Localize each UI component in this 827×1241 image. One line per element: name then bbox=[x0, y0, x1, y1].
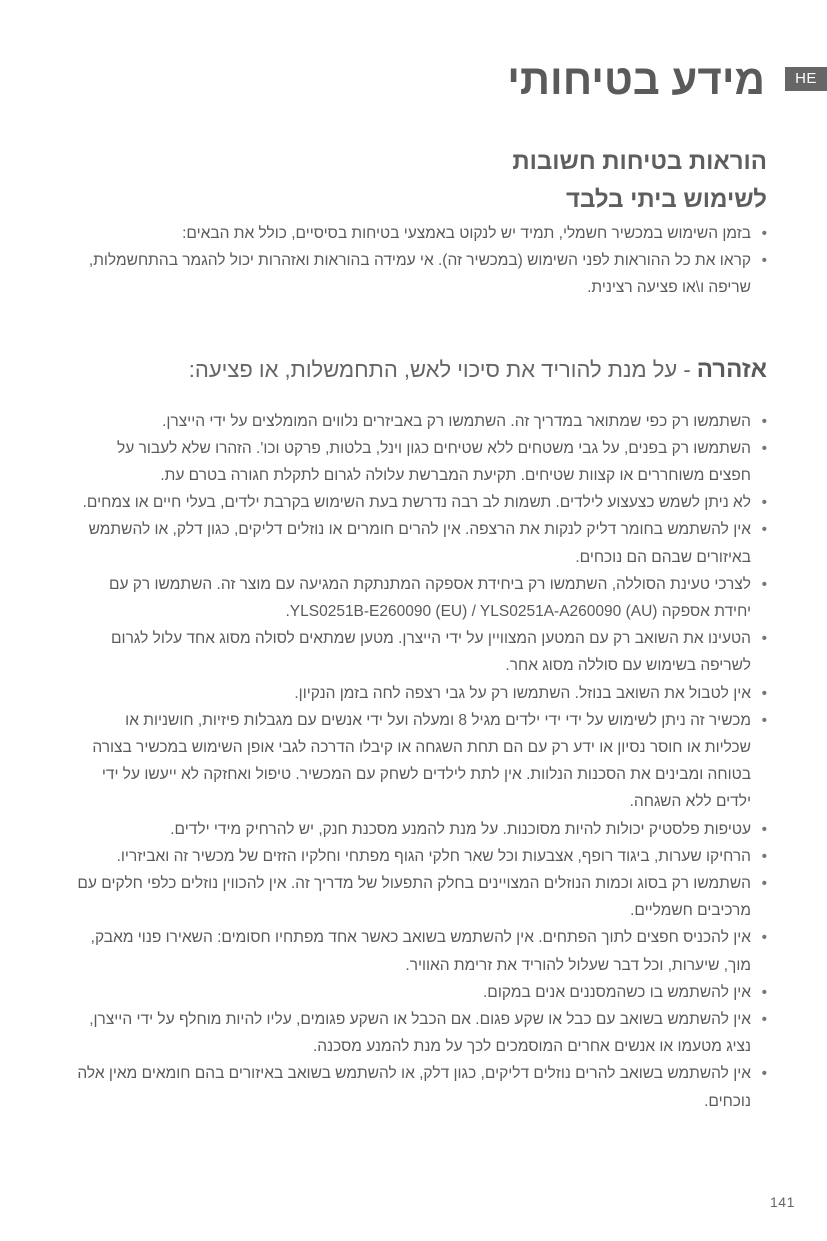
warning-text: על מנת להוריד את סיכוי לאש, התחמשלות, או פציעה: bbox=[188, 356, 678, 382]
section-heading: הוראות בטיחות חשובות bbox=[512, 148, 767, 175]
section-subheading: לשימוש ביתי בלבד bbox=[566, 186, 767, 213]
list-item: • עטיפות פלסטיק יכולות להיות מסוכנות. על מנת להמנע מסכנת חנק, יש להרחיק מידי ילדים. bbox=[77, 816, 767, 843]
list-item: • מכשיר זה ניתן לשימוש על ידי ידי ילדים מגיל 8 ומעלה ועל ידי אנשים עם מגבלות פיזיות, חושניות או שכליות או חוסר נסיון או ידע רק עם הם תחת השגחה או קיבלו הדרכה לגבי אופן השימוש במכשיר בצורה בטוחה ומבינים את הסכנות הנלוות. אין לתת לילדים לשחק עם המכשיר. טיפול ואחזקה לא ייעשו על ידי ילדים ללא השגחה. bbox=[77, 707, 767, 816]
list-item: • אין להכניס חפצים לתוך הפתחים. אין להשתמש בשואב כאשר אחד מפתחיו חסומים: השאירו פנוי מאבק, מוך, שיערות, וכל דבר שעלול להוריד את זרימת האוויר. bbox=[77, 924, 767, 978]
list-item: • קראו את כל ההוראות לפני השימוש (במכשיר זה). אי עמידה בהוראות ואזהרות יכול להגמר בהתחשמלות, שריפה ו\או פציעה רצינית. bbox=[77, 247, 767, 301]
list-item: • בזמן השימוש במכשיר חשמלי, תמיד יש לנקוט באמצעי בטיחות בסיסיים, כולל את הבאים: bbox=[77, 220, 767, 247]
list-item: • לא ניתן לשמש כצעצוע לילדים. תשמות לב רבה נדרשת בעת השימוש בקרבת ילדים, בעלי חיים או צמחים. bbox=[77, 489, 767, 516]
domestic-use-list bbox=[77, 220, 767, 302]
warnings-list bbox=[77, 408, 767, 1115]
language-badge: HE bbox=[785, 67, 827, 91]
list-item: • אין לטבול את השואב בנוזל. השתמשו רק על גבי רצפה לחה בזמן הנקיון. bbox=[77, 680, 767, 707]
warning-label: אזהרה bbox=[696, 355, 767, 383]
list-item: • הרחיקו שערות, ביגוד רופף, אצבעות וכל שאר חלקי הגוף מפתחי וחלקיו הזזים של מכשיר זה ואביזריו. bbox=[77, 843, 767, 870]
warning-separator: - bbox=[677, 356, 697, 382]
page-number: 141 bbox=[770, 1194, 795, 1210]
list-item: • אין להשתמש בחומר דליק לנקות את הרצפה. אין להרים חומרים או נוזלים דליקים, כגון דלק, או להשתמש באיזורים שבהם הם נוכחים. bbox=[77, 516, 767, 570]
list-item: • השתמשו רק בסוג וכמות הנוזלים המצויינים בחלק התפעול של מדריך זה. אין להכווין נוזלים כלפי חלקים עם מרכיבים חשמליים. bbox=[77, 870, 767, 924]
list-item: • אין להשתמש בו כשהמסננים אנים במקום. bbox=[77, 979, 767, 1006]
page-title: מידע בטיחותי bbox=[507, 56, 765, 103]
list-item: • לצרכי טעינת הסוללה, השתמשו רק ביחידת אספקה המתנתקת המגיעה עם מוצר זה. השתמשו רק עם יחידת אספקה (YLS0251B-E260090 (EU) / YLS0251A-A260090 (AU. bbox=[77, 571, 767, 625]
list-item: • אין להשתמש בשואב להרים נוזלים דליקים, כגון דלק, או להשתמש בשואב באיזורים בהם חומאים מאין אלה נוכחים. bbox=[77, 1060, 767, 1114]
list-item: • אין להשתמש בשואב עם כבל או שקע פגום. אם הכבל או השקע פגומים, עליו להיות מוחלף על ידי הייצרן, נציג מטעמו או אנשים אחרים המוסמכים לכך על מנת להמנע מסכנה. bbox=[77, 1006, 767, 1060]
warning-heading bbox=[77, 354, 767, 386]
list-item: • השתמשו רק כפי שמתואר במדריך זה. השתמשו רק באביזרים נלווים המומלצים על ידי הייצרן. bbox=[77, 408, 767, 435]
document-body bbox=[77, 146, 767, 1115]
list-item: • הטעינו את השואב רק עם המטען המצוויין על ידי הייצרן. מטען שמתאים לסולה מסוג אחד עלול לגרום לשריפה בשימוש עם סוללה מסוג אחר. bbox=[77, 625, 767, 679]
list-item: • השתמשו רק בפנים, על גבי משטחים ללא שטיחים כגון וינל, בלטות, פרקט וכו'. הזהרו שלא לעבור על חפצים משוחררים או קצוות שטיחים. תקיעת המברשת עלולה לגרום לתקלת חגורה בטרם עת. bbox=[77, 435, 767, 489]
